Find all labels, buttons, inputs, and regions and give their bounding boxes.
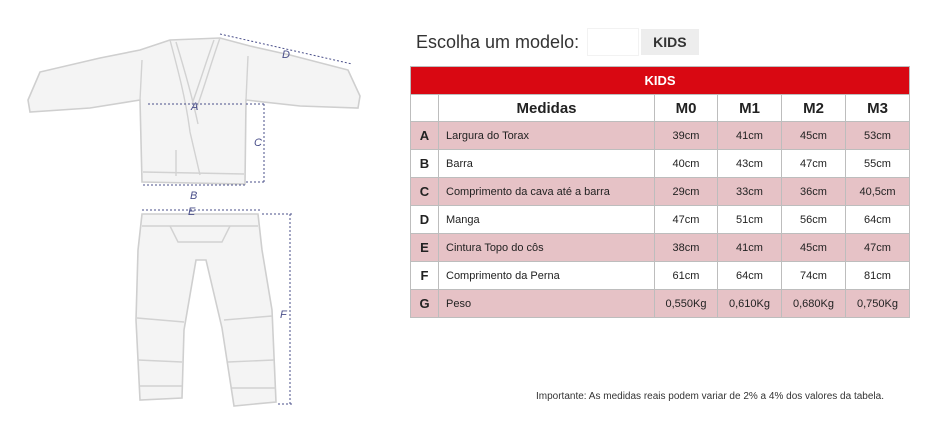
row-value-m2: 56cm: [782, 206, 846, 234]
row-value-m0: 38cm: [655, 234, 718, 262]
header-m2: M2: [782, 95, 846, 122]
table-row: [411, 122, 910, 150]
row-value-m3: 0,750Kg: [846, 290, 910, 318]
row-letter: F: [411, 262, 439, 290]
model-selector-blank-option[interactable]: [587, 28, 639, 56]
table-row: [411, 178, 910, 206]
row-description: Peso: [439, 290, 655, 318]
row-value-m2: 74cm: [782, 262, 846, 290]
table-row: [411, 206, 910, 234]
table-row: [411, 290, 910, 318]
row-value-m1: 41cm: [718, 234, 782, 262]
row-value-m3: 81cm: [846, 262, 910, 290]
row-value-m1: 41cm: [718, 122, 782, 150]
header-m3: M3: [846, 95, 910, 122]
dimension-label-f: F: [280, 309, 287, 321]
row-letter: A: [411, 122, 439, 150]
dimension-label-a: A: [191, 101, 199, 113]
row-description: Manga: [439, 206, 655, 234]
dimension-c: [246, 104, 266, 182]
model-option-kids[interactable]: KIDS: [641, 29, 698, 55]
header-m1: M1: [718, 95, 782, 122]
dimension-b: [143, 185, 245, 202]
pants-drawing: [136, 214, 276, 406]
row-value-m2: 47cm: [782, 150, 846, 178]
row-value-m0: 0,550Kg: [655, 290, 718, 318]
row-description: Barra: [439, 150, 655, 178]
dimension-label-e: E: [188, 206, 196, 218]
row-value-m2: 45cm: [782, 234, 846, 262]
table-row: [411, 150, 910, 178]
row-value-m1: 33cm: [718, 178, 782, 206]
row-value-m1: 64cm: [718, 262, 782, 290]
row-value-m2: 45cm: [782, 122, 846, 150]
row-letter: B: [411, 150, 439, 178]
row-value-m0: 47cm: [655, 206, 718, 234]
header-letter-blank: [411, 95, 439, 122]
table-title: KIDS: [411, 67, 910, 95]
header-m0: M0: [655, 95, 718, 122]
row-value-m3: 47cm: [846, 234, 910, 262]
row-value-m0: 29cm: [655, 178, 718, 206]
row-letter: G: [411, 290, 439, 318]
row-value-m3: 55cm: [846, 150, 910, 178]
row-letter: E: [411, 234, 439, 262]
row-description: Comprimento da cava até a barra: [439, 178, 655, 206]
table-row: [411, 262, 910, 290]
dimension-label-d: D: [282, 49, 290, 61]
table-title-row: [411, 67, 910, 95]
row-value-m3: 53cm: [846, 122, 910, 150]
dimension-label-b: B: [190, 190, 198, 202]
row-value-m0: 40cm: [655, 150, 718, 178]
row-value-m3: 40,5cm: [846, 178, 910, 206]
row-letter: D: [411, 206, 439, 234]
row-value-m3: 64cm: [846, 206, 910, 234]
row-value-m2: 36cm: [782, 178, 846, 206]
model-selector-label: Escolha um modelo:: [416, 31, 580, 52]
measurement-disclaimer: Importante: As medidas reais podem variar de 2% a 4% dos valores da tabela.: [536, 391, 884, 402]
row-value-m0: 61cm: [655, 262, 718, 290]
row-value-m0: 39cm: [655, 122, 718, 150]
dimension-label-c: C: [254, 137, 262, 149]
row-description: Largura do Torax: [439, 122, 655, 150]
row-value-m1: 43cm: [718, 150, 782, 178]
kimono-size-illustration: [0, 0, 400, 448]
row-description: Cintura Topo do côs: [439, 234, 655, 262]
table-header-row: [411, 95, 910, 122]
row-value-m2: 0,680Kg: [782, 290, 846, 318]
header-medidas: Medidas: [439, 95, 655, 122]
row-letter: C: [411, 178, 439, 206]
table-row: [411, 234, 910, 262]
row-description: Comprimento da Perna: [439, 262, 655, 290]
model-selector: [416, 28, 699, 56]
row-value-m1: 51cm: [718, 206, 782, 234]
size-table: [410, 66, 910, 318]
row-value-m1: 0,610Kg: [718, 290, 782, 318]
